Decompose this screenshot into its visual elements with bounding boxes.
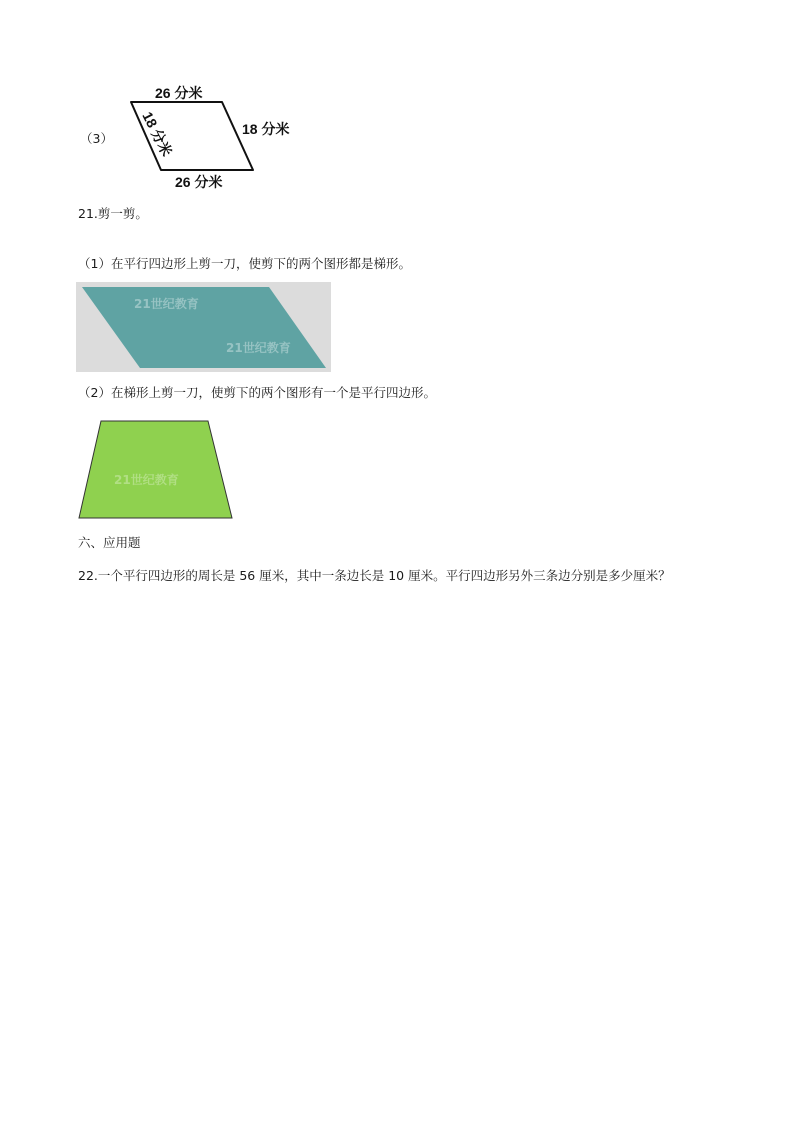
dimension-parallelogram-figure — [125, 80, 310, 192]
question-22-text: 22.一个平行四边形的周长是 56 厘米，其中一条边长是 10 厘米。平行四边形另外三条边分别是多少厘米？ — [78, 568, 671, 583]
teal-parallelogram-figure — [76, 282, 331, 372]
top-dimension-label: 26 分米 — [155, 85, 203, 101]
question-21-title: 21.剪一剪。 — [78, 206, 148, 221]
question-21-part-2: （2）在梯形上剪一刀，使剪下的两个图形有一个是平行四边形。 — [78, 385, 436, 400]
green-trapezoid-shape — [79, 421, 232, 518]
bottom-dimension-label: 26 分米 — [175, 174, 223, 190]
watermark-text: 21世纪教育 — [226, 341, 291, 355]
question-21-part-1: （1）在平行四边形上剪一刀，使剪下的两个图形都是梯形。 — [78, 256, 411, 271]
green-trapezoid-figure — [76, 418, 236, 522]
watermark-text: 21世纪教育 — [114, 473, 179, 487]
section-heading: 六、应用题 — [78, 535, 141, 550]
left-dimension-label: 18 分米 — [139, 109, 176, 159]
right-dimension-label: 18 分米 — [242, 121, 290, 137]
part-label-3: （3） — [80, 131, 113, 146]
watermark-text: 21世纪教育 — [134, 297, 199, 311]
